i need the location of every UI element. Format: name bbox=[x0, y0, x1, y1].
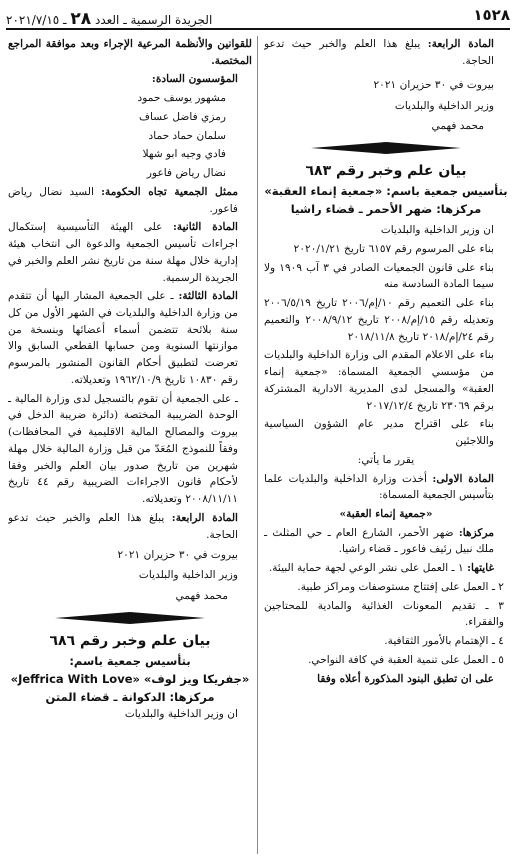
recital-4: بناء على الاعلام المقدم الى وزارة الداخلية والبلديات من مؤسسي الجمعية المسماة: «جمعية إنماء العقبة» والمسجل لدى المديرية الادارية المشتركة برقم ٢٣٠٦٩ تاريخ ٢٠١٧/١٢/٤ bbox=[264, 349, 494, 412]
decides-line: يقرر ما يأتي: bbox=[357, 453, 415, 466]
closing-line: على ان تطبق البنود المذكورة أعلاه وفقا bbox=[317, 672, 494, 685]
minister-name: محمد فهمي bbox=[431, 119, 484, 132]
notice-subtitle bbox=[264, 182, 508, 200]
issue-date: ـ ٢٠٢١/٧/١٥ bbox=[6, 13, 67, 27]
founder-5: نضال رياض فاعور bbox=[146, 167, 226, 180]
aim-item-1: ١ ـ العمل على نشر الوعي لجهة حماية البيئة. bbox=[268, 562, 464, 575]
aim-item-2: ٢ ـ العمل على إفتتاح مستوصفات ومراكز طبية. bbox=[297, 580, 504, 593]
intro-line: ان وزير الداخلية والبلديات bbox=[124, 708, 238, 721]
representative-paragraph bbox=[8, 184, 252, 217]
article-1-label: المادة الاولى: bbox=[432, 472, 494, 485]
intro-line: ان وزير الداخلية والبلديات bbox=[380, 224, 494, 237]
hq-text: ضهر الأحمر، الشارع العام ـ حي المثلث ـ ملك نبيل رئيف فاعور ـ قضاء راشيا. bbox=[264, 526, 494, 556]
hq-label: مركزها: bbox=[458, 526, 494, 539]
article-3-text: ـ على الجمعية المشار اليها أن تتقدم من وزارة الداخلية والبلديات في الشهر الأول من كل سنة بلائحة تتضمن أسماء أعضائها وبنسخة من موازنتها السنوية ومن حسابها القطعي السابق والا تعرضت لتطبيق أحكام القانون المنشور بالمرسوم رقم ١٠٨٣٠ تاريخ ١٩٦٢/١٠/٩ وتعديلاته. bbox=[8, 290, 238, 386]
notice-title: بيان علم وخبر رقم ٦٨٦ bbox=[49, 632, 211, 649]
section-divider-ornament bbox=[55, 612, 205, 624]
article-4-paragraph bbox=[264, 36, 508, 69]
recital-1: بناء على المرسوم رقم ٦١٥٧ تاريخ ٢٠٢٠/١/٢١ bbox=[293, 243, 494, 255]
right-column bbox=[264, 36, 508, 854]
gazette-title bbox=[6, 6, 212, 33]
hq-paragraph bbox=[264, 525, 508, 558]
assoc-name: «جفريكا ويز لوف» «Jeffrica With Love» bbox=[10, 671, 250, 686]
founder-4: فادي وجيه ابو شهلا bbox=[142, 148, 226, 161]
rep-name: السيد نضال رياض فاعور. bbox=[8, 185, 238, 215]
founder-2: رمزي فاضل عساف bbox=[139, 110, 226, 123]
founder-1: مشهور يوسف حمود bbox=[137, 92, 226, 105]
aims-label: غايتها: bbox=[467, 562, 494, 575]
place-date: بيروت في ٣٠ حزيران ٢٠٢١ bbox=[117, 549, 238, 562]
notice-title: بيان علم وخبر رقم ٦٨٣ bbox=[305, 162, 467, 179]
founders-label: المؤسسون السادة: bbox=[151, 73, 238, 86]
article-4-text: يبلغ هذا العلم والخبر حيث تدعو الحاجة. bbox=[264, 38, 494, 67]
assoc-name: «جمعية إنماء العقبة» bbox=[264, 183, 383, 198]
section-divider-ornament bbox=[311, 142, 461, 154]
rep-label: ممثل الجمعية تجاه الحكومة: bbox=[101, 185, 238, 198]
notice-hq: مركزها: الدكوانة ـ قضاء المتن bbox=[45, 690, 215, 705]
aims-paragraph bbox=[264, 560, 508, 577]
article-3-paragraph-2: ـ على الجمعية أن تقوم بالتسجيل لدى وزارة المالية ـ الوحدة الضريبية المختصة (دائرة ضريبة الدخل في بيروت والمصالح المالية الاقليمية في المحافظات) وفقاً للنموذج المُعَدّ من قبل وزارة المالية خلال مهلة شهرين من تاريخ صدور بيان العلم والخبر وفقا لأحكام قانون الاجراءات الضريبية رقم ٤٤ تاريخ ٢٠٠٨/١١/١١ وتعديلاته. bbox=[8, 392, 239, 506]
issue-number: ٢٨ bbox=[70, 9, 92, 29]
notice-hq: مركزها: ضهر الأحمر ـ قضاء راشيا bbox=[290, 202, 482, 217]
founder-3: سلمان حماد حماد bbox=[148, 129, 226, 142]
article-1-paragraph bbox=[264, 471, 508, 504]
article-4-label: المادة الرابعة: bbox=[171, 511, 238, 524]
continuation-text: للقوانين والأنظمة المرعية الإجراء وبعد موافقة المراجع المختصة. bbox=[8, 38, 252, 67]
column-divider bbox=[257, 36, 258, 854]
signature-block bbox=[264, 75, 508, 135]
gazette-name: الجريدة الرسمية ـ العدد bbox=[94, 13, 213, 27]
signature-block bbox=[8, 545, 252, 605]
aim-item-4: ٤ ـ الإهتمام بالأمور الثقافية. bbox=[384, 635, 504, 648]
article-3-paragraph bbox=[8, 288, 252, 388]
article-4-text: يبلغ هذا العلم والخبر حيث تدعو الحاجة. bbox=[8, 511, 238, 541]
article-3-label: المادة الثالثة: bbox=[178, 290, 238, 303]
article-4-label: المادة الرابعة: bbox=[427, 38, 494, 50]
assoc-label: بتأسيس جمعية باسم: bbox=[69, 653, 191, 668]
minister-title: وزير الداخلية والبلديات bbox=[138, 569, 238, 582]
page-header bbox=[6, 4, 510, 30]
article-2-paragraph bbox=[8, 219, 252, 286]
article-2-text: على الهيئة التأسيسية إستكمال اجراءات تأسيس الجمعية والدعوة الى انتخاب هيئة إدارية خلال مهلة سنة من تاريخ نشر العلم والخبر في الجريدة الرسمية. bbox=[8, 221, 238, 284]
article-2-label: المادة الثانية: bbox=[172, 221, 238, 234]
article-1-text: أخذت وزارة الداخلية والبلديات علما بتأسيس الجمعية المسماة: bbox=[264, 472, 494, 502]
recital-3: بناء على التعميم رقم ١٠/إم/٢٠٠٦ تاريخ ٢٠٠٦/٥/١٩ وتعديله رقم ١٥/إم/٢٠٠٨ تاريخ ٢٠٠٨/٩/١٢ والتعميم رقم ٢٤/إم/٢٠١٨ تاريخ ٢٠١٨/١١/٨ bbox=[264, 297, 494, 343]
minister-name: محمد فهمي bbox=[175, 589, 228, 602]
place-date: بيروت في ٣٠ حزيران ٢٠٢١ bbox=[373, 79, 494, 92]
left-column bbox=[8, 36, 252, 854]
assoc-label: بتأسيس جمعية باسم: bbox=[386, 183, 508, 198]
article-1-name: «جمعية إنماء العقبة» bbox=[339, 508, 433, 521]
article-4-paragraph bbox=[8, 510, 252, 543]
page-number: ١٥٢٨ bbox=[473, 6, 510, 24]
aim-item-3: ٣ ـ تقديم المعونات الغذائية والمادية للمحتاجين والفقراء. bbox=[264, 599, 504, 629]
recital-2: بناء على قانون الجمعيات الصادر في ٣ آب ١٩٠٩ ولا سيما المادة السادسة منه bbox=[264, 261, 495, 291]
recital-5: بناء على اقتراح مدير عام الشؤون السياسية واللاجئين bbox=[264, 418, 494, 448]
minister-title: وزير الداخلية والبلديات bbox=[394, 99, 494, 112]
aim-item-5: ٥ ـ العمل على تنمية العقبة في كافة النواحي. bbox=[308, 653, 504, 666]
